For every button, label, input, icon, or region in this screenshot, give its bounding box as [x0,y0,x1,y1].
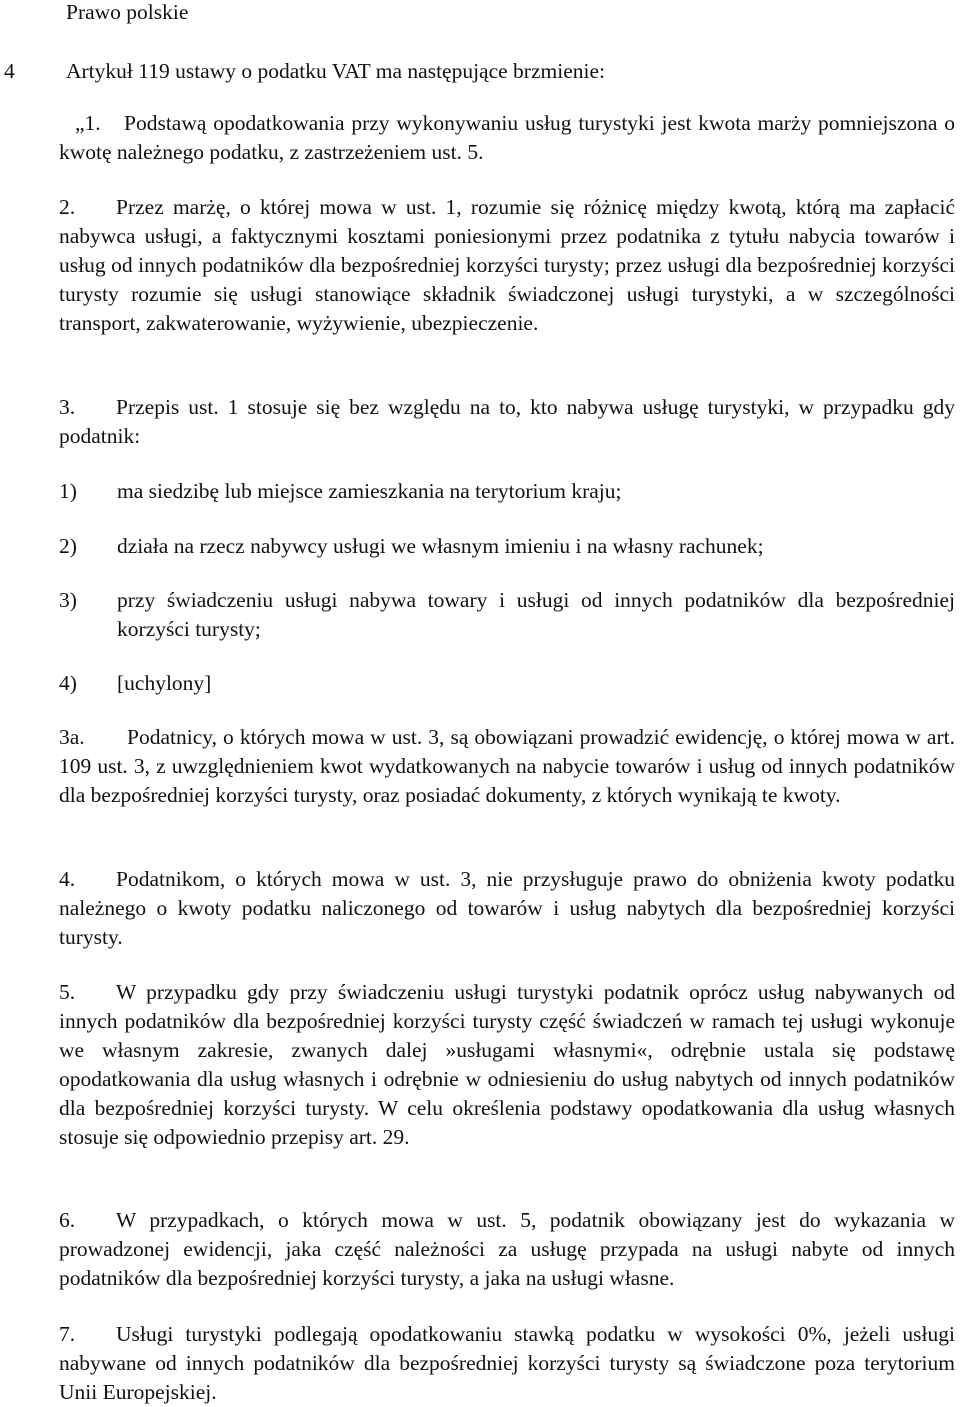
paragraph-text: Usługi turystyki podlegają opodatkowaniu stawką podatku w wysokości 0%, jeżeli usługi nabywane od innych podatników dla bezpośredniej korzyści turysty są świadczone poza terytorium Unii Europejskiej. [59,1322,955,1404]
paragraph-number: 2. [59,195,76,219]
paragraph-text: Podatnikom, o których mowa w ust. 3, nie przysługuje prawo do obniżenia kwoty podatku należnego o kwoty podatku naliczonego od towarów i usług nabytych dla bezpośredniej korzyści turysty. [59,867,955,949]
paragraph-3a [59,723,955,810]
point-number: 4) [59,671,77,695]
paragraph-7 [59,1320,955,1407]
point-number: 2) [59,534,77,558]
paragraph-number: „1. [75,111,101,135]
paragraph-text: Podstawą opodatkowania przy wykonywaniu usług turystyki jest kwota marży pomniejszona o kwotę należnego podatku, z zastrzeżeniem ust. 5. [59,111,955,164]
paragraph-6 [59,1206,955,1293]
paragraph-text: W przypadku gdy przy świadczeniu usługi turystyki podatnik oprócz usług nabywanych od innych podatników dla bezpośredniej korzyści turysty część świadczeń w ramach tej usługi wykonuje we własnym zakresie, zwanych dalej »usługami własnymi«, odrębnie ustala się podstawę opodatkowania dla usług własnych i odrębnie w odniesieniu do usług nabytych od innych podatników dla bezpośredniej korzyści turysty. W celu określenia podstawy opodatkowania dla usług własnych stosuje się odpowiednio przepisy art. 29. [59,980,955,1149]
point-text: ma siedzibę lub miejsce zamieszkania na terytorium kraju; [117,479,622,503]
point-text: [uchylony] [117,671,212,695]
paragraph-4 [59,865,955,952]
paragraph-number: 3a. [59,725,85,749]
paragraph-5 [59,978,955,1152]
point-text: przy świadczeniu usługi nabywa towary i usługi od innych podatników dla bezpośredniej korzyści turysty; [117,588,955,641]
paragraph-number: 3. [59,395,76,419]
point-number: 3) [59,588,77,612]
item-number: 4 [4,59,15,83]
paragraph-number: 5. [59,980,76,1004]
paragraph-1 [59,109,955,167]
paragraph-3 [59,393,955,451]
paragraph-text: Przepis ust. 1 stosuje się bez względu na to, kto nabywa usługę turystyki, w przypadku gdy podatnik: [59,395,955,448]
paragraph-text: W przypadkach, o których mowa w ust. 5, podatnik obowiązany jest do wykazania w prowadzonej ewidencji, jaka część należności za usługę przypada na usługi nabyte od innych podatników dla bezpośredniej korzyści turysty, a jaka na usługi własne. [59,1208,955,1290]
paragraph-2 [59,193,955,338]
point-number: 1) [59,479,77,503]
paragraph-number: 6. [59,1208,76,1232]
paragraph-text: Przez marżę, o której mowa w ust. 1, rozumie się różnicę między kwotą, którą ma zapłacić nabywca usługi, a faktycznymi kosztami poniesionymi przez podatnika z tytułu nabycia towarów i usług od innych podatników dla bezpośredniej korzyści turysty; przez usługi dla bezpośredniej korzyści turysty rozumie się usługi stanowiące składnik świadczonej usługi turystyki, a w szczególności transport, zakwaterowanie, wyżywienie, ubezpieczenie. [59,195,955,335]
page-header: Prawo polskie [66,0,189,24]
point-text: działa na rzecz nabywcy usługi we własnym imieniu i na własny rachunek; [117,534,764,558]
paragraph-number: 7. [59,1322,76,1346]
paragraph-number: 4. [59,867,76,891]
paragraph-text: Podatnicy, o których mowa w ust. 3, są obowiązani prowadzić ewidencję, o której mowa w art. 109 ust. 3, z uwzględnieniem kwot wydatkowanych na nabycie towarów i usług od innych podatników dla bezpośredniej korzyści turysty, oraz posiadać dokumenty, z których wynikają te kwoty. [59,725,955,807]
intro-text: Artykuł 119 ustawy o podatku VAT ma następujące brzmienie: [66,59,605,83]
